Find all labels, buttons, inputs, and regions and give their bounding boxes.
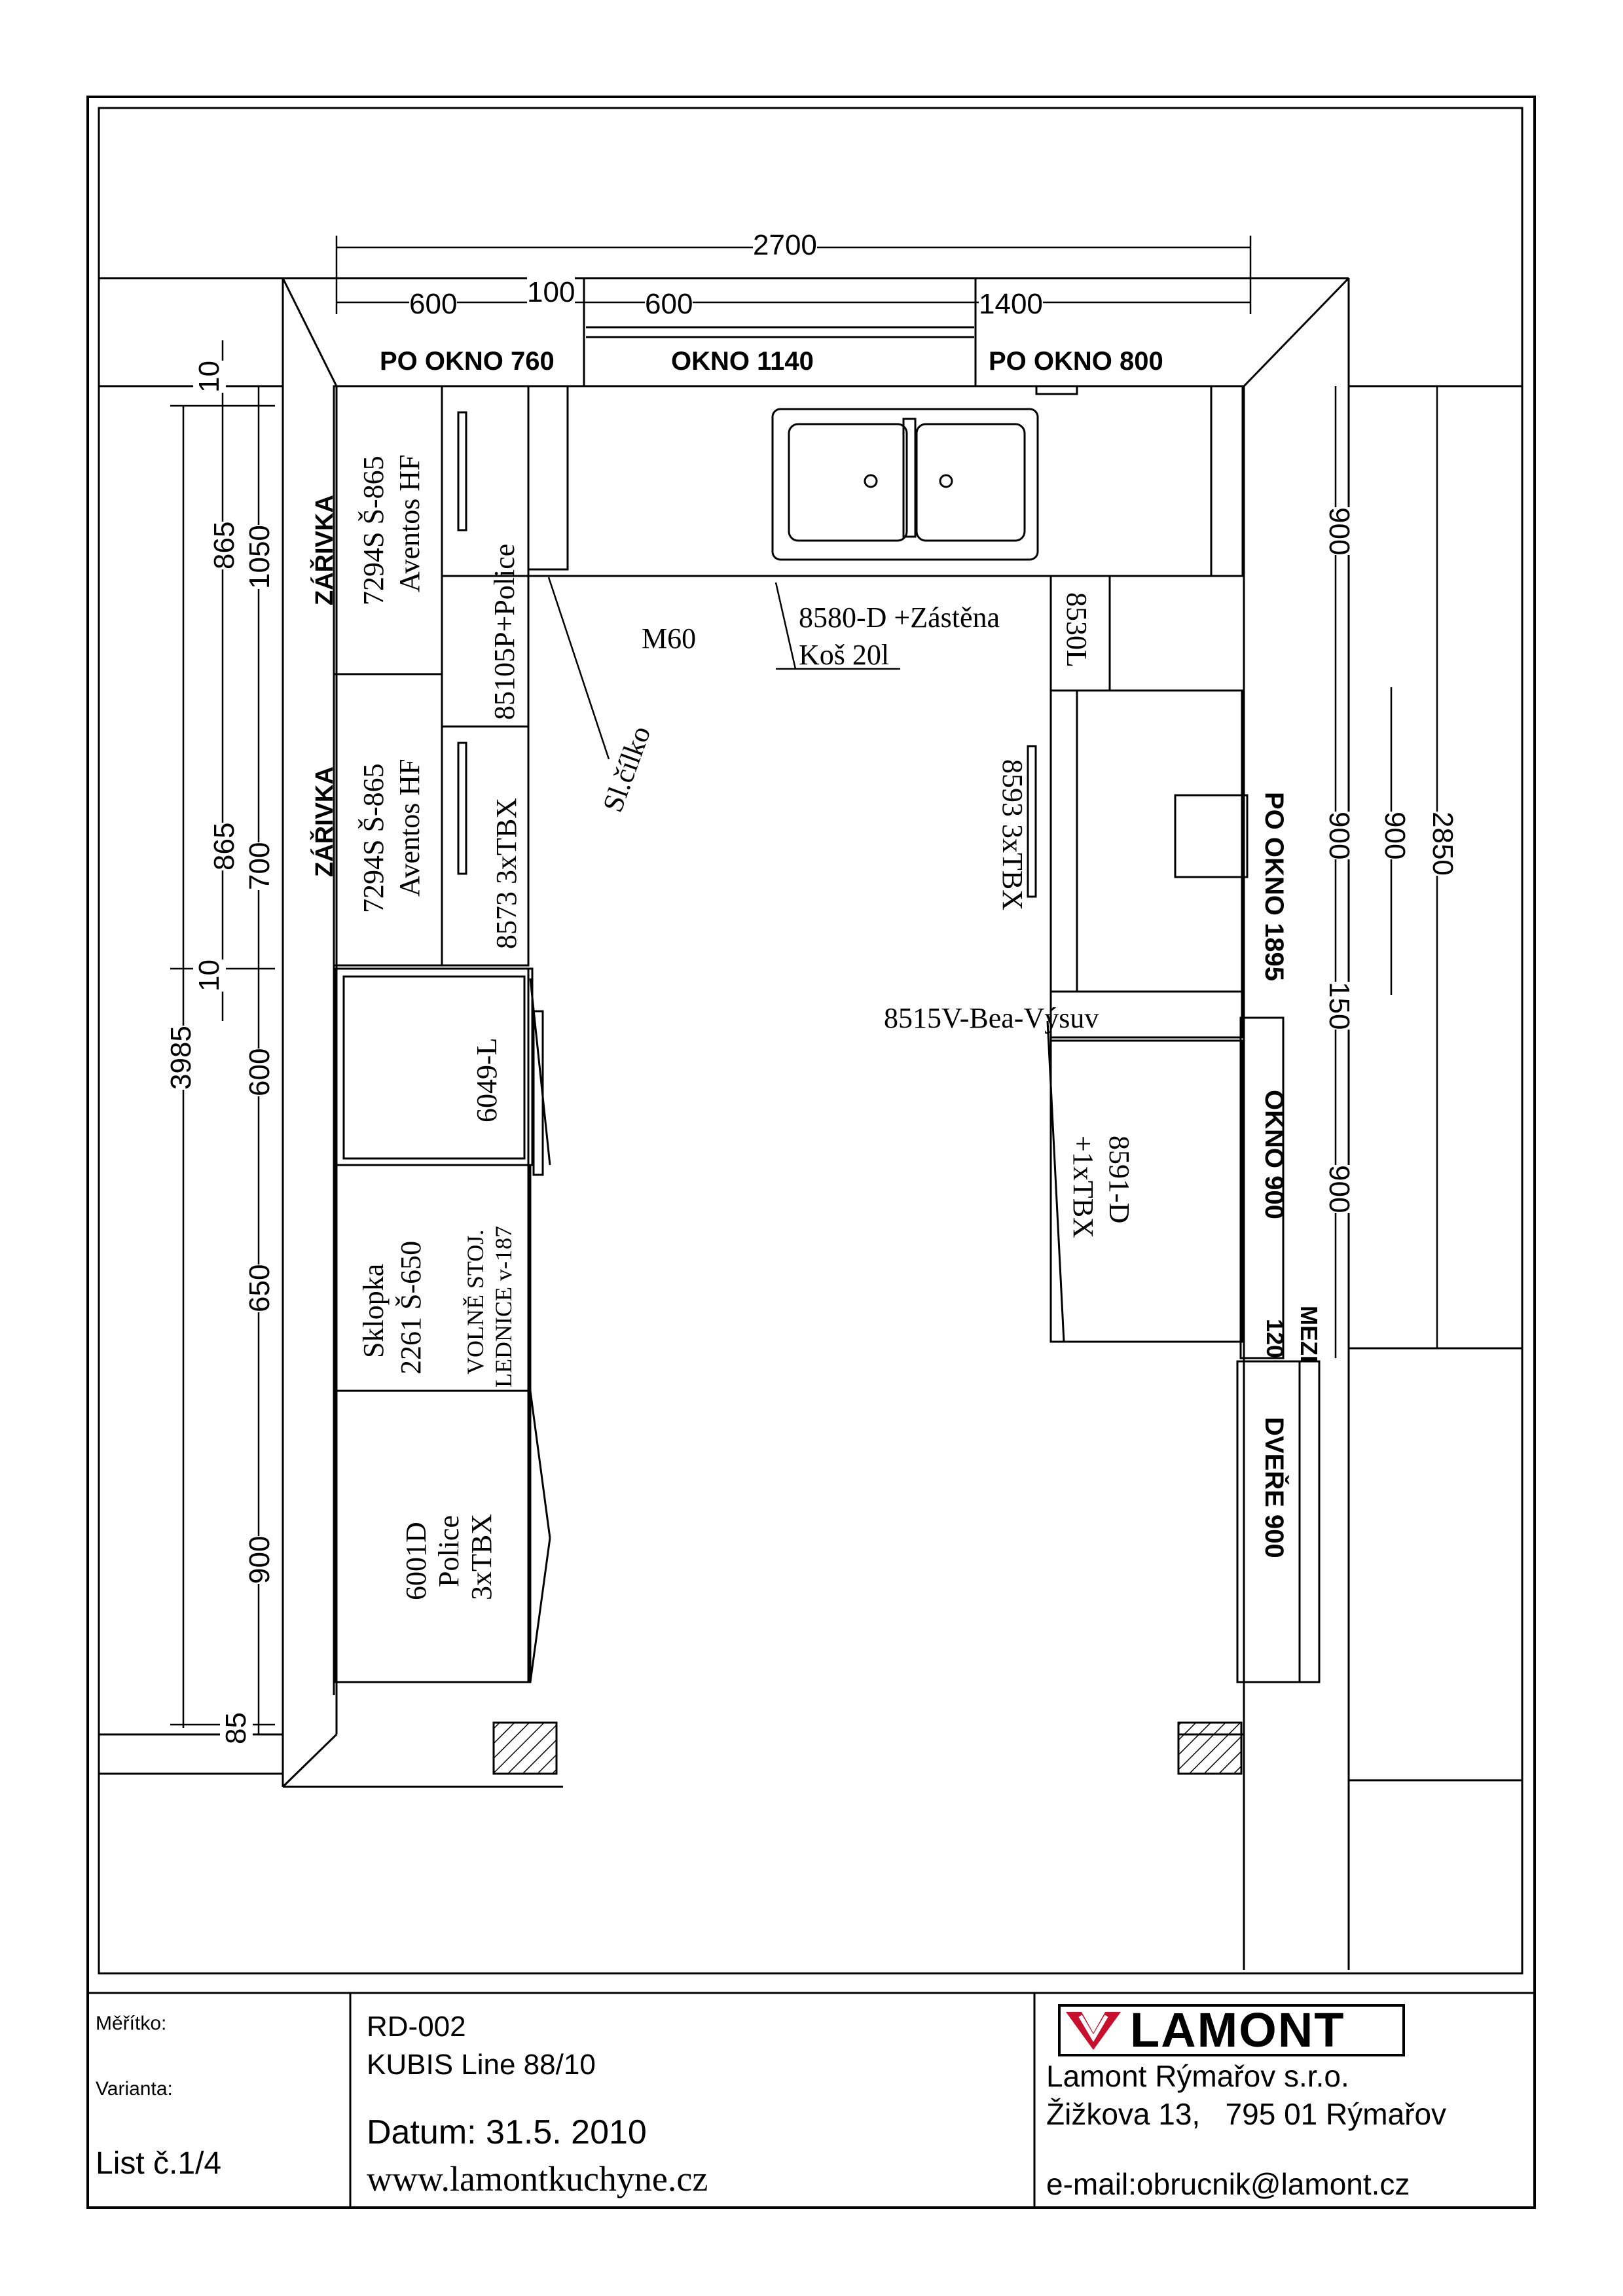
dim-left-600: 600: [244, 1048, 276, 1096]
lamont-logo: [1058, 2004, 1405, 2056]
label-po-okno-800: PO OKNO 800: [989, 347, 1163, 376]
label-dvere-900: DVEŘE 900: [1260, 1417, 1288, 1558]
dim-right-900-c: 900: [1379, 812, 1411, 860]
label-zarivka-2: ZÁŘIVKA: [311, 766, 338, 877]
sheet-number: List č.1/4: [96, 2146, 222, 2181]
dim-left-total: 3985: [165, 1026, 197, 1090]
unit-85105p: 85105P+Police: [488, 543, 520, 720]
dim-top-600-b: 600: [645, 288, 693, 320]
dim-left-865-a: 865: [208, 521, 240, 569]
dim-right-900-b: 900: [1323, 812, 1355, 860]
unit-8580d-line2: Koš 20l: [799, 639, 890, 671]
unit-8580d-line1: 8580-D +Zástěna: [799, 601, 1000, 634]
label-mezi-value: 120: [1262, 1319, 1288, 1359]
dim-left-865-b: 865: [208, 822, 240, 870]
unit-sklopka-line2: 2261 Š-650: [395, 1240, 427, 1374]
varianta-label: Varianta:: [96, 2078, 173, 2100]
dim-left-900: 900: [244, 1535, 276, 1584]
unit-8593: 8593 3xTBX: [996, 759, 1029, 910]
lamont-logo-icon: [1061, 2007, 1126, 2054]
unit-6001d-line1: 6001D: [400, 1522, 432, 1600]
unit-6049l: 6049-L: [471, 1037, 503, 1122]
label-sl-cilko: Sl.čílko: [596, 721, 657, 817]
unit-7294s-2-line1: 7294S Š-865: [357, 763, 390, 913]
unit-6001d-line3: 3xTBX: [465, 1514, 498, 1600]
unit-lednice-line2: LEDNICE v-187: [490, 1226, 517, 1388]
dim-left-10-bottom: 10: [193, 960, 225, 992]
unit-8515v: 8515V-Bea-Výsuv: [884, 1002, 1099, 1034]
dim-right-900-a: 900: [1323, 507, 1355, 556]
dim-right-900-d: 900: [1323, 1165, 1355, 1213]
dim-top-600-a: 600: [409, 288, 458, 320]
website: www.lamontkuchyne.cz: [367, 2159, 708, 2198]
dim-left-10-top: 10: [193, 361, 225, 393]
dim-left-650: 650: [244, 1264, 276, 1312]
dim-right-total: 2850: [1427, 812, 1459, 876]
product-line: KUBIS Line 88/10: [367, 2049, 596, 2081]
unit-lednice-line1: VOLNĚ STOJ.: [462, 1229, 488, 1374]
dim-right-150: 150: [1323, 982, 1355, 1030]
dim-left-1050: 1050: [244, 525, 276, 589]
unit-sklopka-line1: Sklopka: [357, 1263, 390, 1358]
unit-8591d-line1: 8591-D: [1103, 1136, 1135, 1224]
project-code: RD-002: [367, 2011, 466, 2043]
label-okno-900: OKNO 900: [1260, 1090, 1288, 1219]
dim-left-700: 700: [244, 842, 276, 890]
lamont-logo-text: LAMONT: [1130, 2003, 1345, 2057]
unit-7294s-2-line2: Aventos HF: [393, 759, 426, 897]
label-okno-1140: OKNO 1140: [671, 347, 814, 376]
label-po-okno-760: PO OKNO 760: [380, 347, 555, 376]
company-email[interactable]: e-mail:obrucnik@lamont.cz: [1046, 2167, 1410, 2201]
unit-7294s-1-line1: 7294S Š-865: [357, 456, 390, 605]
dim-left-85: 85: [220, 1712, 252, 1744]
unit-8591d-line2: +1xTBX: [1067, 1136, 1099, 1238]
label-m60: M60: [642, 622, 697, 655]
label-zarivka-1: ZÁŘIVKA: [311, 495, 338, 605]
company-address: Žižkova 13, 795 01 Rýmařov: [1046, 2097, 1447, 2131]
label-mezi: MEZI: [1296, 1306, 1322, 1362]
label-po-okno-1895: PO OKNO 1895: [1260, 792, 1288, 982]
drawing-date: Datum: 31.5. 2010: [367, 2113, 647, 2151]
unit-8530l: 8530L: [1061, 592, 1093, 668]
dim-top-100: 100: [527, 276, 575, 308]
unit-7294s-1-line2: Aventos HF: [393, 454, 426, 592]
dim-top-1400: 1400: [979, 288, 1043, 320]
unit-6001d-line2: Police: [433, 1515, 465, 1587]
unit-8573: 8573 3xTBX: [490, 798, 522, 949]
company-name: Lamont Rýmařov s.r.o.: [1046, 2059, 1349, 2093]
meritko-label: Měřítko:: [96, 2013, 167, 2034]
dim-total-top: 2700: [753, 229, 817, 261]
